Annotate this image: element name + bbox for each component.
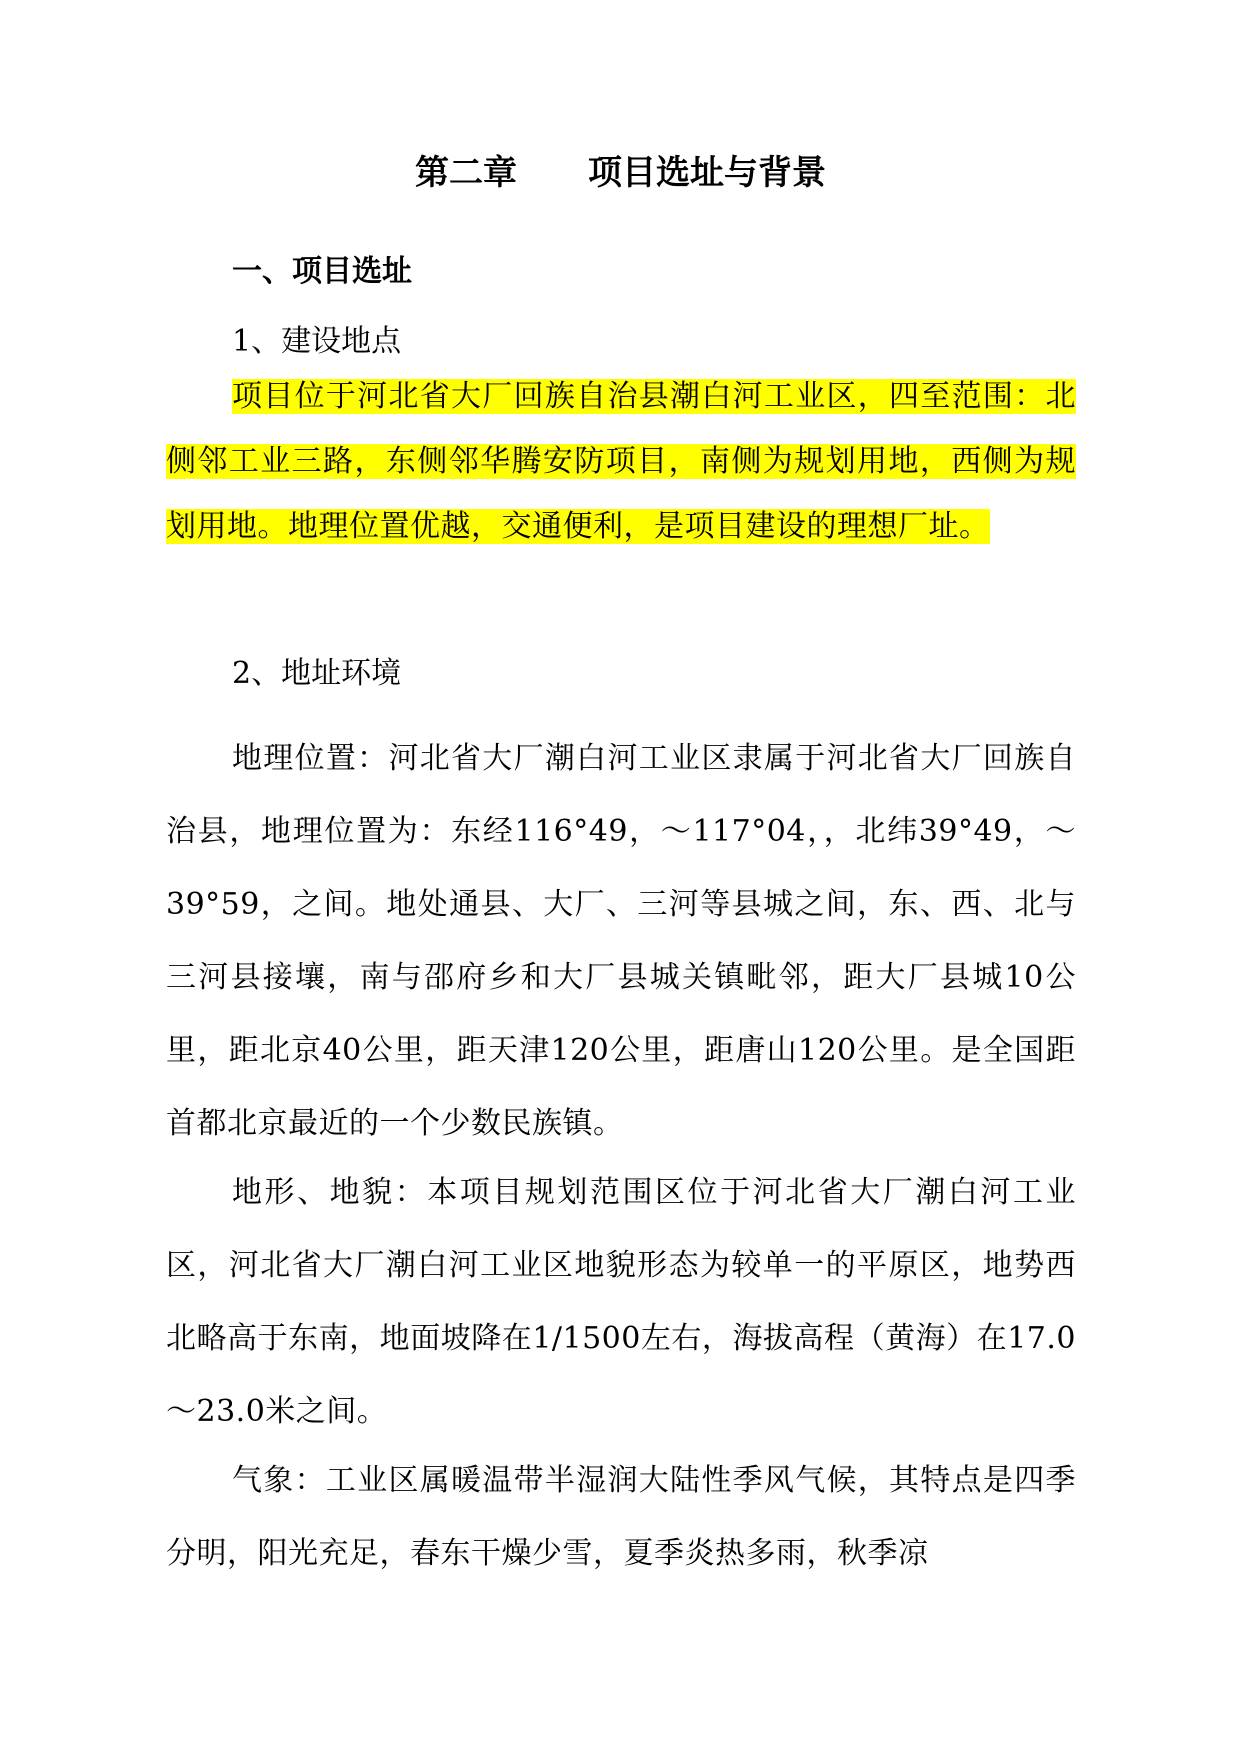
paragraph-construction-site — [166, 364, 1076, 559]
paragraph-terrain: 地形、地貌：本项目规划范围区位于河北省大厂潮白河工业区，河北省大厂潮白河工业区地貌形态为较单一的平原区，地势西北略高于东南，地面坡降在1/1500左右，海拔高程（黄海）在17.0～23.0米之间。 — [166, 1175, 1076, 1429]
paragraph-geographic-location: 地理位置：河北省大厂潮白河工业区隶属于河北省大厂回族自治县，地理位置为：东经116°49，～117°04，，北纬39°49，～39°59，之间。地处通县、大厂、三河等县城之间，东、西、北与三河县接壤，南与邵府乡和大厂县城关镇毗邻，距大厂县城10公里，距北京40公里，距天津120公里，距唐山120公里。是全国距首都北京最近的一个少数民族镇。 — [166, 741, 1076, 1141]
subheading-construction-site: 1、建设地点 — [232, 324, 402, 359]
paragraph-climate: 气象：工业区属暖温带半湿润大陆性季风气候，其特点是四季分明，阳光充足，春东干燥少雪，夏季炎热多雨，秋季凉 — [166, 1463, 1076, 1571]
section-heading-site-selection: 一、项目选址 — [232, 254, 412, 289]
highlighted-text: 项目位于河北省大厂回族自治县潮白河工业区，四至范围：北侧邻工业三路，东侧邻华腾安防项目，南侧为规划用地，西侧为规划用地。地理位置优越，交通便利，是项目建设的理想厂址。 — [166, 379, 1076, 544]
chapter-title: 第二章 项目选址与背景 — [414, 153, 827, 193]
subheading-site-environment: 2、地址环境 — [232, 656, 402, 691]
